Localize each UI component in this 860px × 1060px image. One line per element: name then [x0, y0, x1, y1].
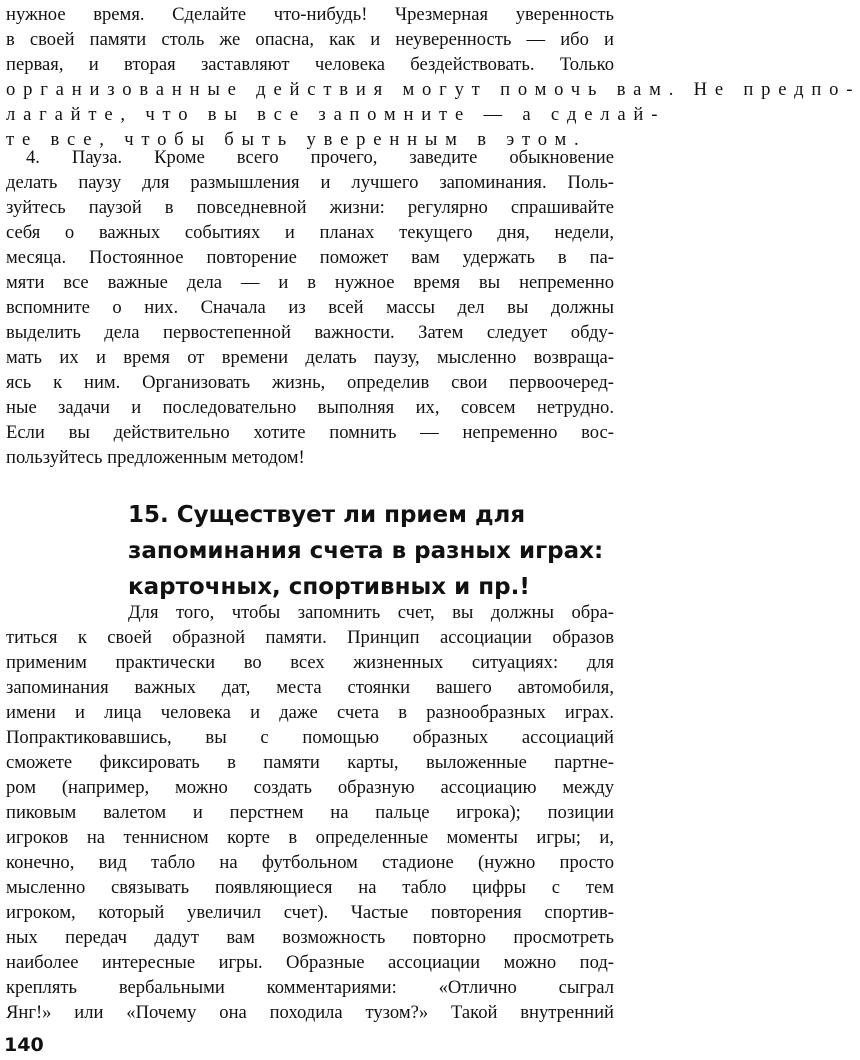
text-line: себя о важных событиях и планах текущего дня, недели,: [6, 222, 614, 243]
text-line: Попрактиковавшись, вы с помощью образных ассоциаций: [6, 727, 614, 748]
text-line: ные задачи и последовательно выполняя их, совсем нетрудно.: [6, 397, 614, 418]
text-line: пользуйтесь предложенным методом!: [6, 447, 305, 468]
text-line: организованные действия могут помочь вам. Не предпо-: [6, 79, 860, 100]
text-line: креплять вербальными комментариями: «Отлично сыграл: [6, 977, 614, 998]
heading-line: карточных, спортивных и пр.!: [128, 574, 530, 600]
text-line: ных передач дадут вам возможность повторно просмотреть: [6, 927, 614, 948]
text-line: запоминания важных дат, места стоянки вашего автомобиля,: [6, 677, 614, 698]
text-line: первая, и вторая заставляют человека бездействовать. Только: [6, 54, 614, 75]
text-line: нужное время. Сделайте что-нибудь! Чрезмерная уверенность: [6, 4, 614, 25]
text-line: Для того, чтобы запомнить счет, вы должны обра-: [128, 602, 614, 623]
text-line: мяти все важные дела — и в нужное время вы непременно: [6, 272, 614, 293]
text-line: мысленно связывать появляющиеся на табло цифры с тем: [6, 877, 614, 898]
text-line: вспомните о них. Сначала из всей массы дел вы должны: [6, 297, 614, 318]
text-line: Если вы действительно хотите помнить — непременно вос-: [6, 422, 614, 443]
text-line: зуйтесь паузой в повседневной жизни: регулярно спрашивайте: [6, 197, 614, 218]
section-paragraph: [6, 600, 614, 1025]
top-paragraph: [6, 2, 860, 152]
text-line: мать их и время от времени делать паузу, мысленно возвраща-: [6, 347, 614, 368]
text-line: сможете фиксировать в памяти карты, выложенные партне-: [6, 752, 614, 773]
text-line: имени и лица человека и даже счета в разнообразных играх.: [6, 702, 614, 723]
section-heading: [128, 497, 608, 605]
text-line: наиболее интересные игры. Образные ассоциации можно под-: [6, 952, 614, 973]
heading-line: 15. Существует ли прием для: [128, 502, 526, 528]
text-line: применим практически во всех жизненных ситуациях: для: [6, 652, 614, 673]
text-line: пиковым валетом и перстнем на пальце игрока); позиции: [6, 802, 614, 823]
heading-line: запоминания счета в разных играх:: [128, 538, 604, 564]
text-line: выделить дела первостепенной важности. Затем следует обду-: [6, 322, 614, 343]
text-line: месяца. Постоянное повторение поможет вам удержать в па-: [6, 247, 614, 268]
text-line: конечно, вид табло на футбольном стадионе (нужно просто: [6, 852, 614, 873]
text-line: делать паузу для размышления и лучшего запоминания. Поль-: [6, 172, 614, 193]
text-line: в своей памяти столь же опасна, как и неуверенность — ибо и: [6, 29, 614, 50]
text-line: ром (например, можно создать образную ассоциацию между: [6, 777, 614, 798]
page-number: 140: [4, 1034, 44, 1056]
text-line: лагайте, что вы все запомните — а сделай-: [6, 104, 666, 125]
text-line: ясь к ним. Организовать жизнь, определив свои первоочеред-: [6, 372, 614, 393]
text-line: 4. Пауза. Кроме всего прочего, заведите обыкновение: [26, 147, 614, 168]
text-line: титься к своей образной памяти. Принцип ассоциации образов: [6, 627, 614, 648]
text-line: игроком, который увеличил счет). Частые повторения спортив-: [6, 902, 614, 923]
pause-paragraph: [6, 145, 614, 470]
text-line: игроков на теннисном корте в определенные моменты игры; и,: [6, 827, 614, 848]
text-line: Янг!» или «Почему она походила тузом?» Такой внутренний: [6, 1002, 614, 1023]
text-line: те все, чтобы быть уверенным в этом.: [6, 129, 587, 150]
